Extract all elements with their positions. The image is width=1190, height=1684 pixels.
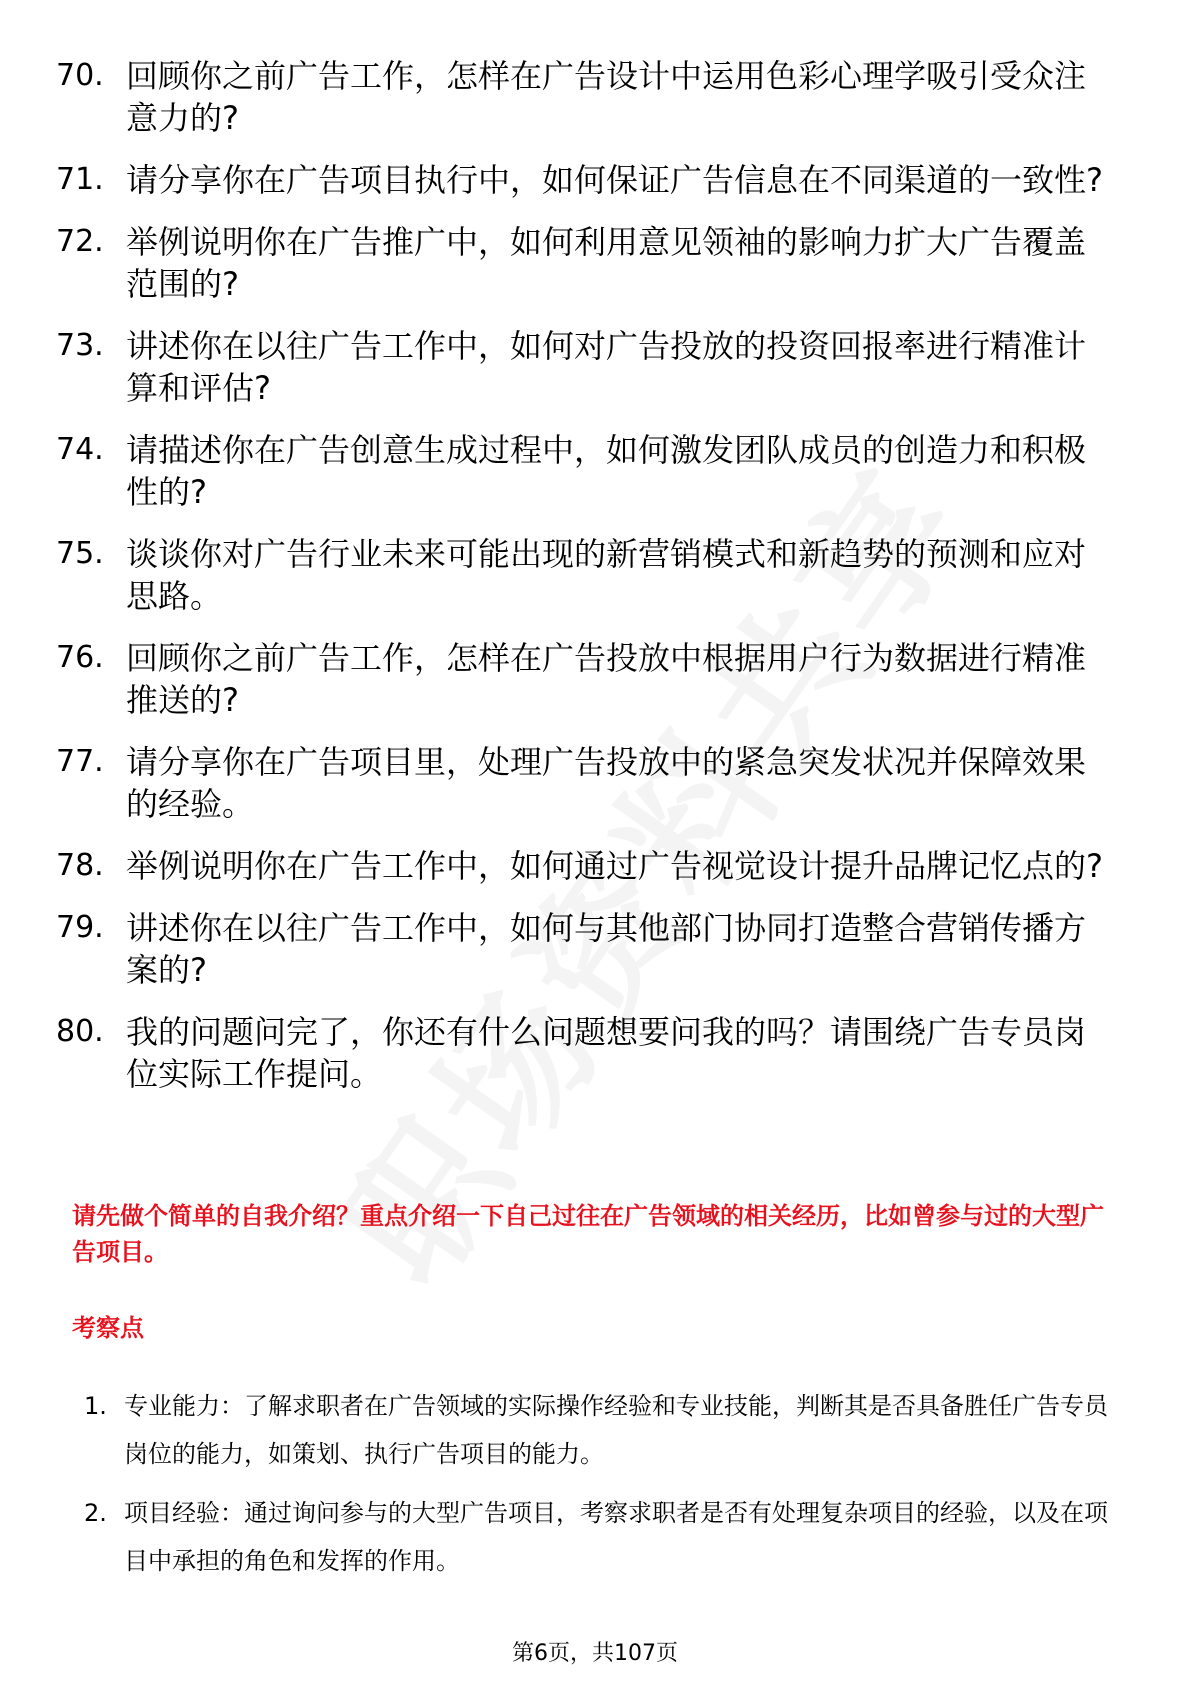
list-item [84,1489,1114,1585]
list-item [56,221,1116,305]
assessment-points [84,1382,1114,1596]
list-item [56,907,1116,991]
list-item [56,741,1116,825]
list-item [56,533,1116,617]
question-number: 71. [56,162,104,197]
list-item [56,845,1116,887]
list-item [56,55,1116,139]
question-text: 请分享你在广告项目里，处理广告投放中的紧急突发状况并保障效果的经验。 [126,743,1087,823]
question-number: 72. [56,224,104,259]
question-number: 76. [56,640,104,675]
question-text: 讲述你在以往广告工作中，如何与其他部门协同打造整合营销传播方案的? [126,909,1087,989]
question-text: 举例说明你在广告工作中，如何通过广告视觉设计提升品牌记忆点的? [126,847,1103,885]
question-text: 举例说明你在广告推广中，如何利用意见领袖的影响力扩大广告覆盖范围的? [126,223,1087,303]
question-number: 75. [56,536,104,571]
question-number: 78. [56,848,104,883]
list-item [56,429,1116,513]
question-text: 回顾你之前广告工作，怎样在广告设计中运用色彩心理学吸引受众注意力的? [126,57,1087,137]
list-item [56,159,1116,201]
question-number: 79. [56,910,104,945]
point-number: 2. [84,1499,107,1527]
question-list [56,55,1116,1115]
question-text: 请分享你在广告项目执行中，如何保证广告信息在不同渠道的一致性? [126,161,1103,199]
question-text: 我的问题问完了，你还有什么问题想要问我的吗？请围绕广告专员岗位实际工作提问。 [126,1013,1087,1093]
question-text: 讲述你在以往广告工作中，如何对广告投放的投资回报率进行精准计算和评估? [126,327,1087,407]
intro-question: 请先做个简单的自我介绍？重点介绍一下自己过往在广告领域的相关经历，比如曾参与过的大型广告项目。 [72,1202,1104,1266]
question-text: 谈谈你对广告行业未来可能出现的新营销模式和新趋势的预测和应对思路。 [126,535,1087,615]
question-text: 回顾你之前广告工作，怎样在广告投放中根据用户行为数据进行精准推送的? [126,639,1087,719]
question-number: 70. [56,58,104,93]
point-number: 1. [84,1392,107,1420]
section-title: 考察点 [72,1314,144,1342]
list-item [56,637,1116,721]
question-text: 请描述你在广告创意生成过程中，如何激发团队成员的创造力和积极性的? [126,431,1087,511]
question-number: 74. [56,432,104,467]
point-text: 项目经验：通过询问参与的大型广告项目，考察求职者是否有处理复杂项目的经验，以及在项目中承担的角色和发挥的作用。 [124,1499,1108,1575]
point-text: 专业能力：了解求职者在广告领域的实际操作经验和专业技能，判断其是否具备胜任广告专员岗位的能力，如策划、执行广告项目的能力。 [124,1392,1108,1468]
question-number: 80. [56,1014,104,1049]
question-number: 77. [56,744,104,779]
question-number: 73. [56,328,104,363]
list-item [56,1011,1116,1095]
list-item [56,325,1116,409]
page-footer: 第6页，共107页 [512,1641,678,1666]
list-item [84,1382,1114,1478]
